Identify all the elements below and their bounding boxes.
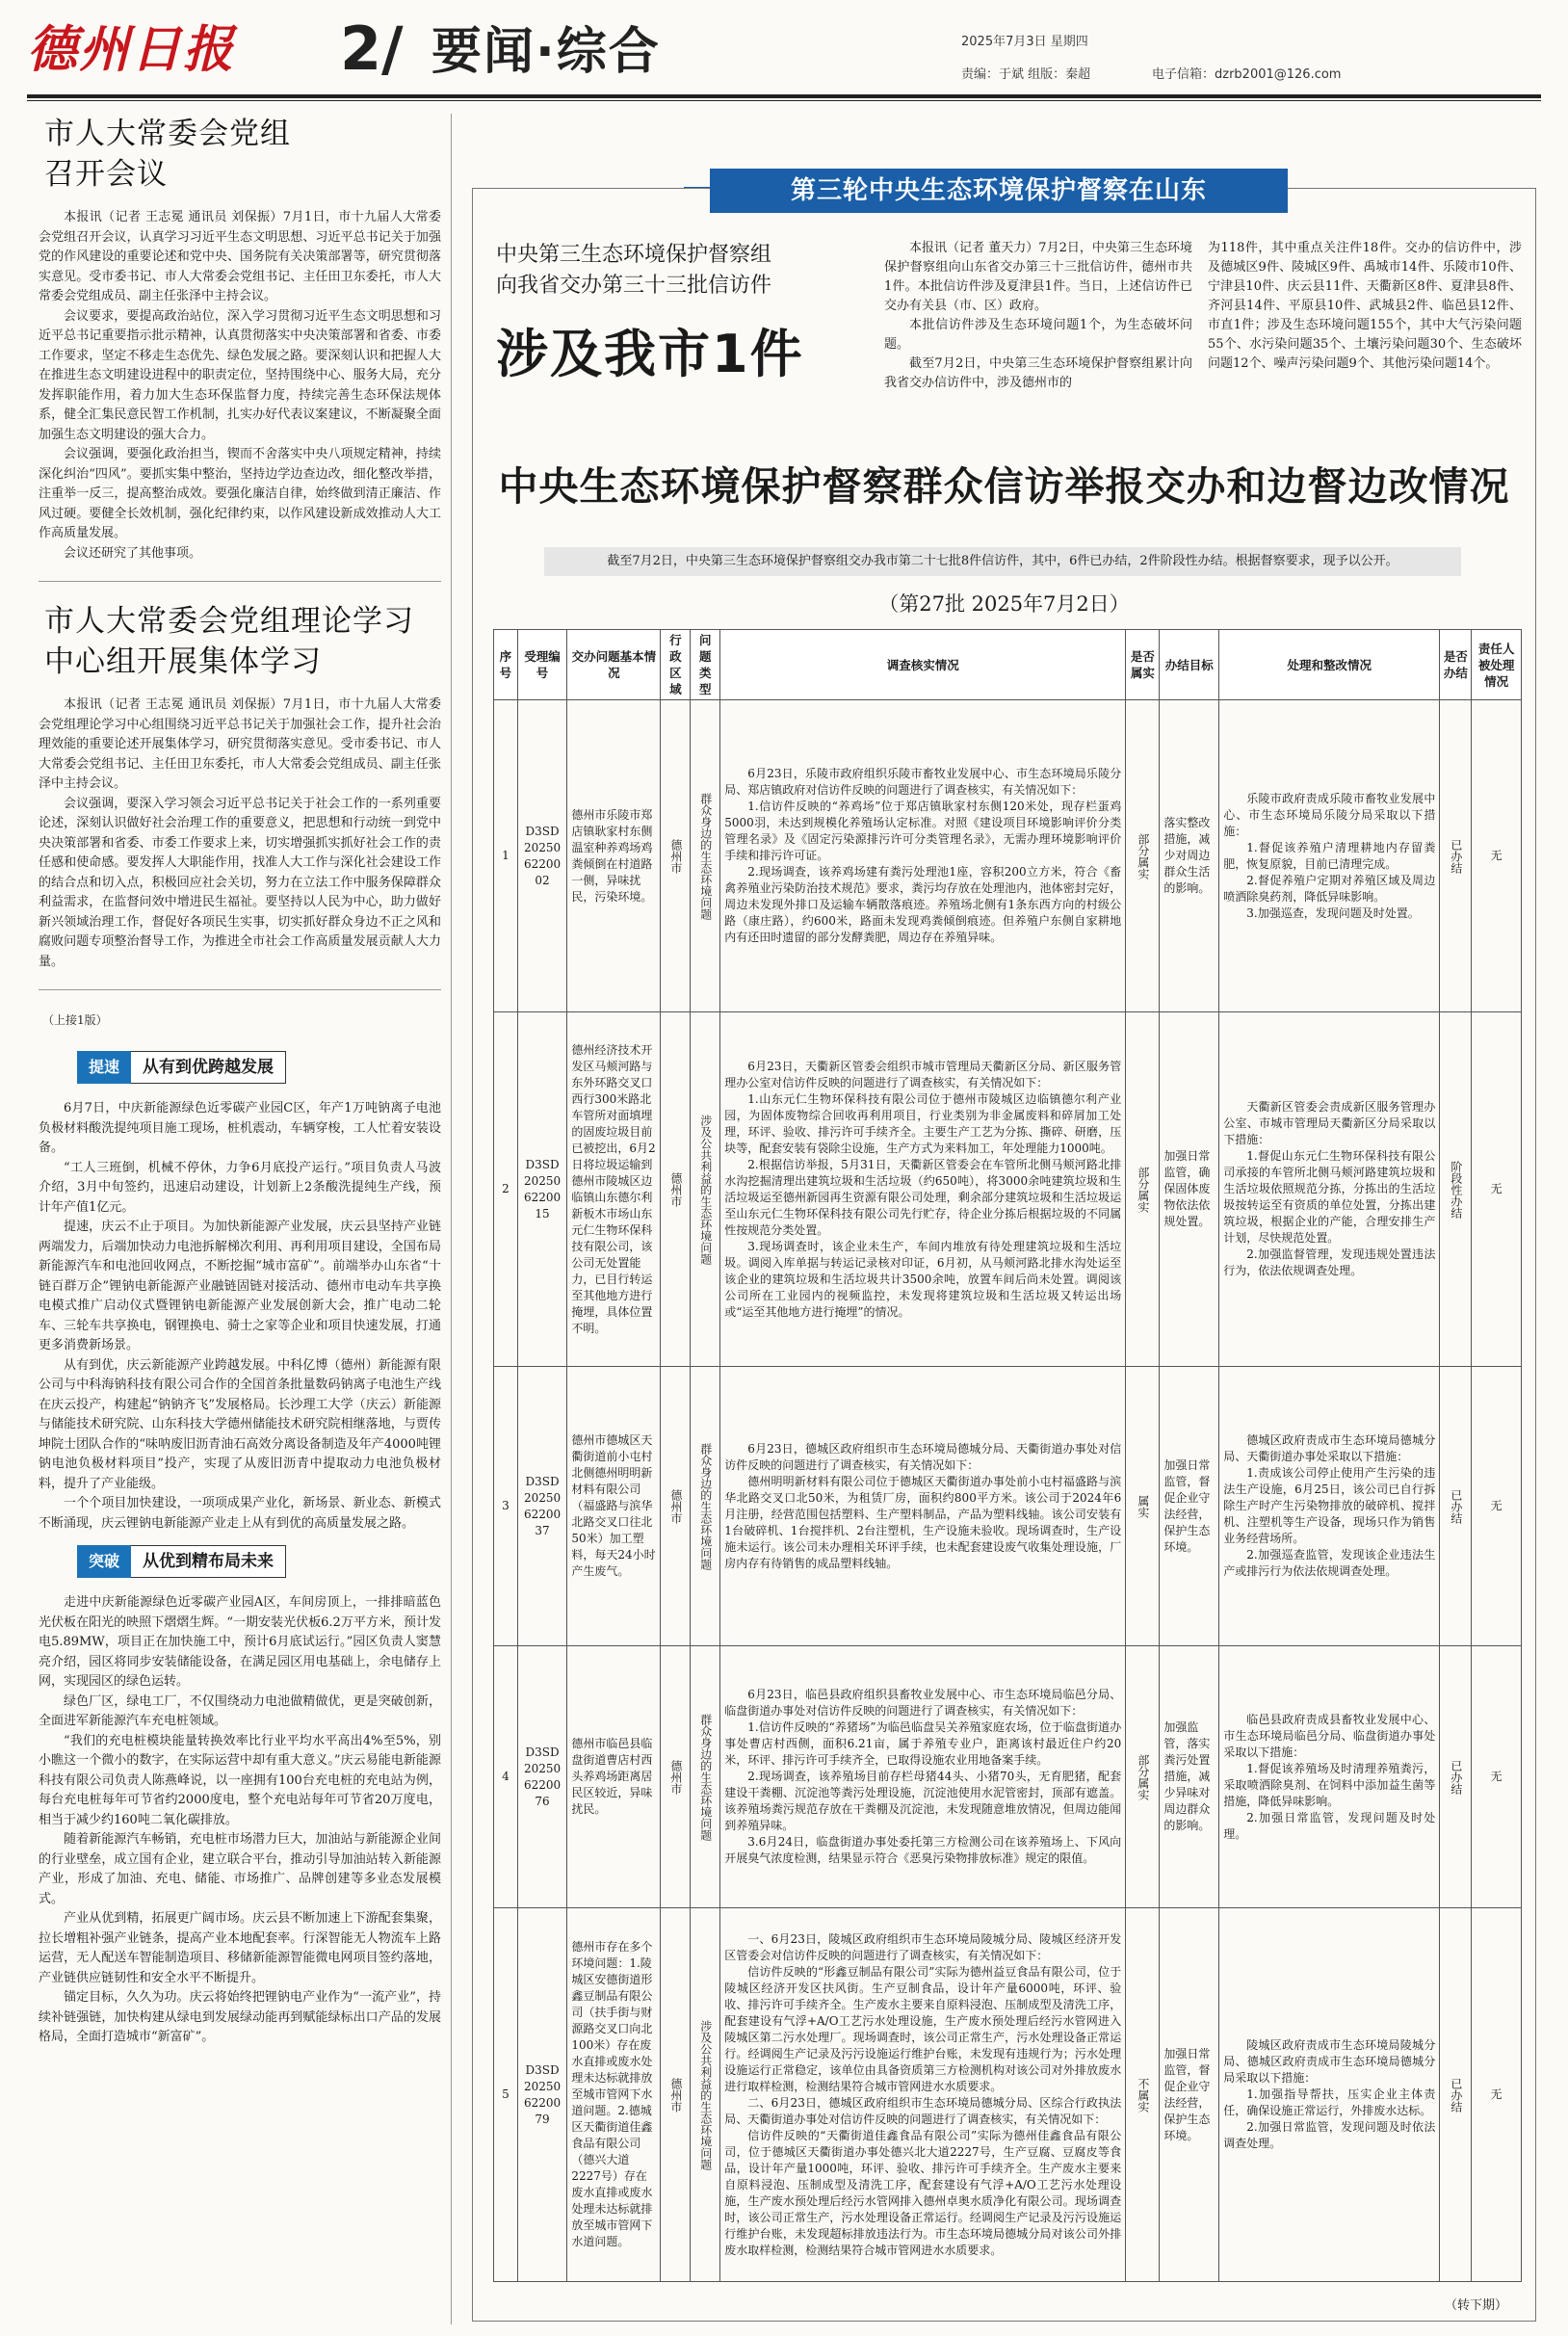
handling bbox=[1219, 1012, 1440, 1367]
continued-next-label: （转下期） bbox=[1445, 2298, 1508, 2313]
paragraph: 会议强调，要强化政治担当，锲而不舍落实中央八项规定精神，持续深化纠治“四风”。要抓实集中整治，坚持边学边查边改，细化整改举措，注重举一反三，提高整治成效。要强化廉洁自律，始终做到清正廉洁、作风过硬。要健全长效机制，强化纪律约束，以作风建设新成效推动人大工作高质量发展。 bbox=[39, 447, 441, 540]
region: 德州市 bbox=[661, 700, 691, 1012]
case-code: D3SD202506220037 bbox=[517, 1367, 567, 1646]
issue-summary: 德州市存在多个环境问题：1.陵城区安德街道形鑫豆制品有限公司（扶手街与财源路交叉口向北100米）存在废水直排或废水处理未达标就排放至城市管网下水道问题。2.德城区天衢街道佳鑫食品有限公司（德兴大道2227号）存在废水直排或废水处理未达标就排放至城市管网下水道问题。 bbox=[567, 1908, 661, 2282]
paragraph: 1.督促该养殖场及时清理养殖粪污，采取喷洒除臭剂、在饲料中添加益生菌等措施，降低异味影响。 bbox=[1223, 1761, 1436, 1808]
accountability: 无 bbox=[1472, 700, 1522, 1012]
table-row bbox=[494, 1367, 1522, 1646]
page-number: 2 bbox=[340, 13, 382, 84]
paragraph: “工人三班倒，机械不停休，力争6月底投产运行。”项目负责人马波介绍，3月中旬签约，迅速启动建设，计划新上2条酸洗提纯生产线，预计年产值1亿元。 bbox=[39, 1160, 441, 1215]
verified-status: 不属实 bbox=[1126, 1908, 1160, 2282]
region: 德州市 bbox=[661, 1012, 691, 1367]
issue-date: 2025年7月3日 星期四 bbox=[961, 35, 1088, 49]
col-header: 是否属实 bbox=[1126, 630, 1160, 700]
resolution-goal: 加强监管，落实粪污处置措施，减少异味对周边群众的影响。 bbox=[1160, 1646, 1219, 1908]
paragraph: 6月23日，德城区政府组织市生态环境局德城分局、天衢街道办事处对信访件反映的问题进行了调查核实，有关情况如下： bbox=[724, 1441, 1122, 1472]
case-code: D3SD202506220002 bbox=[517, 700, 567, 1012]
title-line: 召开会议 bbox=[44, 157, 168, 192]
verified-status: 部分属实 bbox=[1126, 1012, 1160, 1367]
paragraph: 1.山东元仁生物环保科技有限公司位于德州市陵城区边临镇德尔利产业园，为固体废物综合回收再利用项目，行业类别为非金属废料和碎屑加工处理，环评、验收、排污许可手续齐全。主要生产工艺为分拣、撕碎、研磨，压块等，配套安装有袋除尘设施，生产方式为来料加工，年处理能力1000吨。 bbox=[724, 1091, 1122, 1155]
paragraph: 2.根据信访举报，5月31日，天衢新区管委会在车管所北侧马颊河路北排水沟挖掘清理出建筑垃圾和生活垃圾（约650吨），将3000余吨建筑垃圾和生活垃圾运至德州新园再生资源有限公司处理，剩余部分建筑垃圾和生活垃圾运至山东元仁生物环保科技有限公司先行贮存，待企业分拣后根据垃圾的不同属性按规范分类处置。 bbox=[724, 1157, 1122, 1237]
report-intro: 截至7月2日，中央第三生态环境保护督察组交办我市第二十七批8件信访件，其中，6件已办结，2件阶段性办结。根据督察要求，现予以公开。 bbox=[544, 547, 1461, 576]
findings bbox=[720, 1012, 1126, 1367]
paragraph: “我们的充电桩模块能量转换效率比行业平均水平高出4%至5%，别小瞧这一个微小的数字，在实际运营中却有重大意义。”庆云易能电新能源科技有限公司负责人陈燕峰说，以一座拥有100台充电桩的充电站为例，每台充电桩每年可节省约2000度电，整个充电站每年可节省20万度电，相当于减少约160吨二氧化碳排放。 bbox=[39, 1733, 441, 1827]
verified-status: 部分属实 bbox=[1126, 1646, 1160, 1908]
table-header-row bbox=[494, 630, 1522, 700]
top-story-body bbox=[1208, 239, 1522, 374]
left-column bbox=[39, 114, 441, 2320]
case-code: D3SD202506220076 bbox=[517, 1646, 567, 1908]
divider bbox=[39, 989, 441, 990]
paragraph: 信访件反映的“天衢街道佳鑫食品有限公司”实际为德州佳鑫食品有限公司，位于德城区天衢街道办事处德兴北大道2227号，生产豆腐、豆腐皮等食品，设计年产量1000吨，环评、验收、排污许可手续齐全。生产废水主要来自原料浸泡、压制成型及清洗工序，配套建设有气浮+A/O工艺污水处理设施，生产废水预处理后经污水管网排入德州卓奥水质净化有限公司。现场调查时，该公司正常生产，污水处理设备正常运行。经调阅生产记录及污污设施运行维护台账，未发现超标排放违法行为。市生态环境局德城分局对该公司外排废水取样检测，检测结果符合城市管网进水水质要求。 bbox=[724, 2128, 1122, 2257]
issue-type: 涉及公共利益的生态环境问题 bbox=[691, 1908, 720, 2282]
paragraph: 产业从优到精，拓展更广阔市场。庆云县不断加速上下游配套集聚，拉长增粗补强产业链条，提高产业本地配套率。行深智能无人物流车上路运营，无人配送车智能制造项目、移储新能源智能微电网项目签约落地，产业链供应链韧性和安全水平不断提升。 bbox=[39, 1911, 441, 1985]
case-code: D3SD202506220079 bbox=[517, 1908, 567, 2282]
col-header: 处理和整改情况 bbox=[1219, 630, 1440, 700]
top-story-kicker: 中央第三生态环境保护督察组 bbox=[496, 243, 772, 267]
article-body bbox=[39, 1593, 441, 2048]
paragraph: 本报讯（记者 王志冕 通讯员 刘保振）7月1日，市十九届人大常委会党组理论学习中心组围绕习近平总书记关于加强社会工作，提升社会治理效能的重要论述开展集体学习，研究贯彻落实意见。受市委书记、市人大常委会党组书记、主任田卫东委托，市人大常委会党组成员、副主任张泽中主持会议。 bbox=[39, 697, 441, 791]
masthead bbox=[27, 13, 1541, 96]
paragraph: 1.责成该公司停止使用产生污染的违法生产设施，6月25日，该公司已自行拆除生产时产生污染物排放的破碎机、搅拌机、注塑机等生产设备，现场只作为销售业务经营场所。 bbox=[1223, 1466, 1436, 1545]
title-line: 市人大常委会党组理论学习 bbox=[44, 604, 414, 639]
paragraph: 会议要求，要提高政治站位，深入学习贯彻习近平生态文明思想和习近平总书记重要指示批示精神，认真贯彻落实中央决策部署和省委、市委工作要求，坚定不移走生态优先、绿色发展之路。要深刻认识和把握人大在推进生态文明建设进程中的职责定位，坚持围绕中心、服务大局，充分发挥职能作用，着力加大生态环保监督力度，持续完善生态环保法规体系，健全汇集民意民智工作机制，扎实办好代表议案建议，不断凝聚全面加强生态文明建设的强大合力。 bbox=[39, 308, 441, 442]
row-number: 5 bbox=[494, 1908, 518, 2282]
col-header: 行政区域 bbox=[661, 630, 691, 700]
article-body bbox=[39, 1099, 441, 1534]
resolution-goal: 加强日常监管，督促企业守法经营，保护生态环境。 bbox=[1160, 1367, 1219, 1646]
article-body bbox=[39, 696, 441, 972]
completion-status: 已办结 bbox=[1440, 1367, 1472, 1646]
paragraph: 2.督促养殖户定期对养殖区域及周边喷洒除臭药剂，降低异味影响。 bbox=[1223, 873, 1436, 904]
paragraph: 6月23日，天衢新区管委会组织市城市管理局天衢新区分局、新区服务管理办公室对信访件反映的问题进行了调查核实，有关情况如下： bbox=[724, 1059, 1122, 1089]
region: 德州市 bbox=[661, 1646, 691, 1908]
header-rule bbox=[27, 94, 1541, 98]
paragraph: 陵城区政府责成市生态环境局陵城分局、德城区政府责成市生态环境局德城分局采取以下措施： bbox=[1223, 2038, 1436, 2085]
contact-email: 电子信箱：dzrb2001@126.com bbox=[1152, 67, 1342, 82]
subhead-tag: 突破 bbox=[77, 1545, 131, 1578]
article-body bbox=[39, 208, 441, 564]
paragraph: 随着新能源汽车畅销，充电桩市场潜力巨大，加油站与新能源企业间的行业壁垒，成立国有企业，建立联合平台，推动引导加油站转入新能源产业，形成了加油、充电、储能、市场推广、品牌创建等多业态发展模式。 bbox=[39, 1832, 441, 1906]
completion-status: 阶段性办结 bbox=[1440, 1012, 1472, 1367]
article-continued bbox=[39, 1010, 441, 2048]
row-number: 3 bbox=[494, 1367, 518, 1646]
paragraph: 天衢新区管委会责成新区服务管理办公室、市城市管理局天衢新区分局采取以下措施： bbox=[1223, 1100, 1436, 1146]
col-header: 交办问题基本情况 bbox=[567, 630, 661, 700]
page-slash: / bbox=[381, 13, 404, 84]
paragraph: 2.现场调查，该养殖场目前存栏母猪44头、小猪70头，无育肥猪，配套建设干粪棚、沉淀池等粪污处理设施，沉淀池使用水泥管密封，顶部有遮盖。该养殖场粪污规范存放在干粪棚及沉淀池，未发现随意堆放情况，但周边能闻到养殖异味。 bbox=[724, 1770, 1122, 1832]
petition-table-grid bbox=[493, 629, 1522, 2282]
paragraph: 本批信访件涉及生态环境问题1个，为生态破坏问题。 bbox=[884, 318, 1192, 352]
col-header: 序号 bbox=[494, 630, 518, 700]
paragraph: 3.6月24日，临盘街道办事处委托第三方检测公司在该养殖场上、下风向开展臭气浓度检测，结果显示符合《恶臭污染物排放标准》规定的限值。 bbox=[724, 1835, 1122, 1865]
table-row bbox=[494, 1012, 1522, 1367]
row-number: 4 bbox=[494, 1646, 518, 1908]
accountability: 无 bbox=[1472, 1012, 1522, 1367]
section-banner: 第三轮中央生态环境保护督察在山东 bbox=[710, 169, 1288, 213]
paragraph: 1.督促该养殖户清理耕地内存留粪肥，恢复原貌，目前已清理完成。 bbox=[1223, 840, 1436, 871]
paragraph: 一个个项目加快建设，一项项成果产业化，新场景、新业态、新模式不断涌现，庆云锂钠电新能源产业走上从有到优的高质量发展之路。 bbox=[39, 1496, 441, 1531]
resolution-goal: 加强日常监管，确保固体废物依法依规处置。 bbox=[1160, 1012, 1219, 1367]
accountability: 无 bbox=[1472, 1908, 1522, 2282]
completion-status: 已办结 bbox=[1440, 1908, 1472, 2282]
col-header: 问题类型 bbox=[691, 630, 720, 700]
issue-summary: 德州市德城区天衢街道前小屯村北侧德州明明新材料有限公司（福盛路与滨华北路交叉口往北50米）加工塑料，每天24小时产生废气。 bbox=[567, 1367, 661, 1646]
row-number: 2 bbox=[494, 1012, 518, 1367]
paragraph: 本报讯（记者 王志冕 通讯员 刘保振）7月1日，市十九届人大常委会党组召开会议，认真学习习近平生态文明思想、习近平总书记关于加强党的作风建设的重要论述和党中央、国务院有关决策部署等，研究贯彻落实意见。受市委书记、市人大常委会党组书记、主任田卫东委托，市人大常委会党组成员、副主任张泽中主持会议。 bbox=[39, 210, 441, 303]
newspaper-logo: 德州日报 bbox=[27, 20, 236, 79]
subhead-speedup bbox=[77, 1051, 441, 1084]
top-story-body bbox=[884, 239, 1192, 393]
accountability: 无 bbox=[1472, 1646, 1522, 1908]
subhead-tag: 提速 bbox=[77, 1051, 131, 1084]
issue-summary: 德州经济技术开发区马颊河路与东外环路交叉口西行300米路北车管所对面填埋的固废垃圾目前已被挖出，6月2日将垃圾运输到德州市陵城区边临镇山东德尔利新板木市场山东元仁生物环保科技有限公司，该公司无处置能力，已目行转运至其他地方进行掩埋，具体位置不明。 bbox=[567, 1012, 661, 1367]
table-row bbox=[494, 1646, 1522, 1908]
paragraph: 6月23日，临邑县政府组织县畜牧业发展中心、市生态环境局临邑分局、临盘街道办事处对信访件反映的问题进行了调查核实，有关情况如下： bbox=[724, 1688, 1122, 1718]
paragraph: 6月23日，乐陵市政府组织乐陵市畜牧业发展中心、市生态环境局乐陵分局、郑店镇政府对信访件反映的问题进行了调查核实，有关情况如下： bbox=[724, 767, 1122, 797]
findings bbox=[720, 700, 1126, 1012]
resolution-goal: 加强日常监管，督促企业守法经营，保护生态环境。 bbox=[1160, 1908, 1219, 2282]
findings bbox=[720, 1367, 1126, 1646]
paragraph: 1.加强指导帮扶，压实企业主体责任，确保设施正常运行，外排废水达标。 bbox=[1223, 2087, 1436, 2117]
continued-label: （上接1版） bbox=[42, 1013, 108, 1027]
report-title: 中央生态环境保护督察群众信访举报交办和边督边改情况 bbox=[498, 463, 1510, 510]
editor-credit: 责编：于斌 组版：秦超 bbox=[961, 67, 1091, 82]
handling bbox=[1219, 1367, 1440, 1646]
paragraph: 会议还研究了其他事项。 bbox=[64, 545, 202, 561]
paragraph: 3.现场调查时，该企业未生产，车间内堆放有待处理建筑垃圾和生活垃圾。调阅入库单据与转运记录核对印证，6月初，从马颊河路北排水沟处运至该企业的建筑垃圾和生活垃圾共计3500余吨，放置车间后尚未处置。调阅该公司所在工业园内的视频监控，未发现将建筑垃圾和生活垃圾又转运出场或“运至其他地方进行掩埋”的情况。 bbox=[724, 1239, 1122, 1319]
paragraph: 2.加强日常监管，发现问题及时处理。 bbox=[1223, 1810, 1436, 1841]
region: 德州市 bbox=[661, 1367, 691, 1646]
paragraph: 德州明明新材料有限公司位于德城区天衢街道办事处前小屯村福盛路与滨华北路交叉口北50米，为租赁厂房，面积约800平方米。该公司于2024年6月注册，经营范围包括塑料、生产塑料制品，产品为塑料线轴。该公司安装有1台破碎机、1台搅拌机、2台注塑机，生产设施未验收。现场调查时，生产设施未运行。该公司未办理相关环评手续，也未配套建设废气收集处理设施，厂房内存有待销售的成品塑料线轴。 bbox=[724, 1474, 1122, 1570]
paragraph: 为118件，其中重点关注件18件。交办的信访件中，涉及德城区9件、陵城区9件、禹城市14件、乐陵市10件、宁津县10件、庆云县11件、天衢新区8件、夏津县8件、齐河县14件、平原县10件、武城县2件、临邑县12件、市直1件；涉及生态环境问题155个，其中大气污染问题55个、水污染问题35个、土壤污染问题30个、生态破坏问题12个、噪声污染问题9个、其他污染问题14个。 bbox=[1208, 241, 1522, 371]
paragraph: 2.加强日常监管，发现问题及时依法调查处理。 bbox=[1223, 2120, 1436, 2150]
case-code: D3SD202506220015 bbox=[517, 1012, 567, 1367]
findings bbox=[720, 1646, 1126, 1908]
col-header: 调查核实情况 bbox=[720, 630, 1126, 700]
issue-summary: 德州市临邑县临盘街道曹店村西头养鸡场距离居民区较近，异味扰民。 bbox=[567, 1646, 661, 1908]
subhead-text: 从优到精布局未来 bbox=[131, 1545, 286, 1578]
title-line: 市人大常委会党组 bbox=[44, 117, 291, 151]
paragraph: 3.加强巡查，发现问题及时处置。 bbox=[1246, 906, 1420, 920]
subhead-text: 从有到优跨越发展 bbox=[131, 1051, 286, 1084]
issue-type: 涉及公共利益的生态环境问题 bbox=[691, 1012, 720, 1367]
article-theory-study bbox=[39, 601, 441, 972]
paragraph: 2.加强监督管理，发现违规处置违法行为，依法依规调查处理。 bbox=[1223, 1247, 1436, 1277]
paragraph: 截至7月2日，中央第三生态环境保护督察组累计向我省交办信访件中，涉及德州市的 bbox=[884, 356, 1192, 390]
table-row bbox=[494, 1908, 1522, 2282]
paragraph: 信访件反映的“形鑫豆制品有限公司”实际为德州益豆食品有限公司，位于陵城区经济开发区扶风街。生产豆制食品，设计年产量6000吨，环评、验收、排污许可手续齐全。生产废水主要来自原料浸泡、压制成型及清洗工序，配套建设有气浮+A/O工艺污水处理设施，生产废水预处理后经污水管网进入陵城区第二污水处理厂。现场调查时，该公司正常生产，污水处理设备正常运行。经调阅生产记录及污污设施运行维护台账，未发现有违规行为；污水处理设施运行正常稳定，该单位由具备资质第三方检测机构对该公司对外排放废水进行取样检测，检测结果符合城市管网进水水质要求。 bbox=[724, 1964, 1122, 2093]
col-header: 责任人被处理情况 bbox=[1472, 630, 1522, 700]
paragraph: 2.加强巡查监管，发现该企业违法生产或排污行为依法依规调查处理。 bbox=[1223, 1548, 1436, 1578]
title-line: 中心组开展集体学习 bbox=[44, 644, 322, 679]
paragraph: 临邑县政府责成县畜牧业发展中心、市生态环境局临邑分局、临盘街道办事处采取以下措施： bbox=[1223, 1712, 1436, 1759]
issue-summary: 德州市乐陵市郑店镇耿家村东侧温室种养鸡场鸡粪倾倒在村道路一侧，异味扰民，污染环境。 bbox=[567, 700, 661, 1012]
handling bbox=[1219, 1908, 1440, 2282]
region: 德州市 bbox=[661, 1908, 691, 2282]
banner-ornament bbox=[684, 187, 710, 197]
findings bbox=[720, 1908, 1126, 2282]
subhead-breakthrough bbox=[77, 1545, 441, 1578]
paragraph: 本报讯（记者 董天力）7月2日，中央第三生态环境保护督察组向山东省交办第三十三批信访件，德州市共1件。本批信访件涉及夏津县1件。当日，上述信访件已交办有关县（市、区）政府。 bbox=[884, 241, 1192, 313]
verified-status: 属实 bbox=[1126, 1367, 1160, 1646]
article-title bbox=[44, 601, 441, 682]
paragraph: 绿色厂区，绿电工厂，不仅围绕动力电池做精做优，更是突破创新，全面进军新能源汽车充电桩领域。 bbox=[39, 1693, 441, 1728]
section-name: 要闻·综合 bbox=[431, 23, 661, 81]
column-divider bbox=[451, 114, 452, 2324]
article-party-meeting bbox=[39, 114, 441, 564]
paragraph: 6月7日，中庆新能源绿色近零碳产业园C区，年产1万吨钠离子电池负极材料酸洗提纯项目施工现场，桩机震动，车辆穿梭，工人忙着安装设备。 bbox=[39, 1101, 441, 1155]
paragraph: 2.现场调查，该养鸡场建有粪污处理池1座，容积200立方米，符合《畜禽养殖业污染防治技术规范》要求，粪污均存放在处理池内，池体密封完好，周边未发现外排口及运输车辆散落痕迹。养殖场北侧有1条东西方向的村级公路（康庄路），约600米，路面未发现鸡粪倾倒痕迹。但养殖户东侧自家耕地内有还田时遗留的部分发酵粪肥，周边存在养殖异味。 bbox=[724, 865, 1122, 944]
paragraph: 会议强调，要深入学习领会习近平总书记关于社会工作的一系列重要论述，深刻认识做好社会治理工作的重要意义，把思想和行动统一到党中央决策部署和省委、市委工作要求上来，切实增强抓实抓好社会工作的责任感和使命感。要发挥人大职能作用，找准人大工作与深化社会建设工作的结合点和切入点，积极回应社会关切，努力在立法工作中服务保障群众利益需求，在监督问效中增进民生福祉。要坚持以人民为中心，助力做好新兴领域治理工作，督促好各项民生实事，切实抓好群众身边不正之风和腐败问题专项整治督导工作，为推进全市社会工作高质量发展贡献人大力量。 bbox=[39, 796, 441, 969]
paragraph: 提速，庆云不止于项目。为加快新能源产业发展，庆云县坚持产业链两端发力，后端加快动力电池拆解梯次利用、再利用项目建设，全国布局新能源汽车和电池回收网点，不断挖掘“城市富矿”。前端举办山东省“十链百群万企”锂钠电新能源产业融链固链对接活动、德州市电动车共享换电模式推广启动仪式暨锂钠电新能源产业发展创新大会，推广电动二轮车、三轮车共享换电，钢锂换电、骑士之家等企业和项目快速发展，打通更多消费新场景。 bbox=[39, 1220, 441, 1352]
issue-type: 群众身边的生态环境问题 bbox=[691, 1646, 720, 1908]
accountability: 无 bbox=[1472, 1367, 1522, 1646]
verified-status: 部分属实 bbox=[1126, 700, 1160, 1012]
col-header: 受理编号 bbox=[517, 630, 567, 700]
paragraph: 1.督促山东元仁生物环保科技有限公司承接的车管所北侧马颊河路建筑垃圾和生活垃圾依照规范分拣，分拣出的生活垃圾按转运至有资质的单位处置，分拣出建筑垃圾，根据企业的产能，合理安排生产计划，尽快规范处置。 bbox=[1223, 1149, 1436, 1245]
completion-status: 已办结 bbox=[1440, 700, 1472, 1012]
divider bbox=[39, 581, 441, 582]
col-header: 办结目标 bbox=[1160, 630, 1219, 700]
paragraph: 二、6月23日，德城区政府组织市生态环境局德城分局、区综合行政执法局、天衢街道办事处对信访件反映的问题进行了调查核实，有关情况如下： bbox=[724, 2095, 1122, 2126]
issue-type: 群众身边的生态环境问题 bbox=[691, 1367, 720, 1646]
paragraph: 乐陵市政府责成乐陵市畜牧业发展中心、市生态环境局乐陵分局采取以下措施： bbox=[1223, 791, 1436, 838]
table-row bbox=[494, 700, 1522, 1012]
issue-type: 群众身边的生态环境问题 bbox=[691, 700, 720, 1012]
petition-table bbox=[493, 629, 1522, 2282]
paragraph: 德城区政府责成市生态环境局德城分局、天衢街道办事处采取以下措施： bbox=[1223, 1433, 1436, 1463]
handling bbox=[1219, 700, 1440, 1012]
paragraph: 从有到优，庆云新能源产业跨越发展。中科亿博（德州）新能源有限公司与中科海钠科技有限公司合作的全国首条批量数码钠离子电池生产线在庆云投产，构建起“钠钠齐飞”发展格局。长沙理工大学（庆云）新能源与储能技术研究院、山东科技大学德州储能技术研究院相继落地，与贾传坤院士团队合作的“味呐废旧沥青油石高效分离设备制造及年产4000吨锂钠电池负极材料项目”投产，实现了从废旧沥青中提取动力电池负极材料，提升了产业能级。 bbox=[39, 1357, 441, 1491]
paragraph: 1.信访件反映的“养鸡场”位于郑店镇耿家村东侧120米处，现存栏蛋鸡5000羽，未达到规模化养殖场认定标准。对照《建设项目环境影响评价分类管理名录》及《固定污染源排污许可分类管理名录》，无需办理环境影响评价手续和排污许可证。 bbox=[724, 800, 1122, 862]
paragraph: 锚定目标，久久为功。庆云将始终把锂钠电产业作为“一流产业”，持续补链强链，加快构建从绿电到发展绿动能再到赋能绿标出口产品的发展格局，全面打造城市“新富矿”。 bbox=[39, 1990, 441, 2044]
resolution-goal: 落实整改措施，减少对周边群众生活的影响。 bbox=[1160, 700, 1219, 1012]
batch-label: （第27批 2025年7月2日） bbox=[878, 592, 1130, 616]
paragraph: 1.信访件反映的“养猪场”为临邑临盘吴关养殖家庭农场，位于临盘街道办事处曹店村西侧，面积6.21亩，属于养殖专业户，距离该村最近住户约20米，环评、排污许可手续齐全，已取得设施农业用地备案手续。 bbox=[724, 1720, 1122, 1767]
completion-status: 已办结 bbox=[1440, 1646, 1472, 1908]
handling bbox=[1219, 1646, 1440, 1908]
top-story-headline: 涉及我市1件 bbox=[496, 324, 804, 384]
top-story-kicker: 向我省交办第三十三批信访件 bbox=[496, 274, 772, 298]
col-header: 是否办结 bbox=[1440, 630, 1472, 700]
row-number: 1 bbox=[494, 700, 518, 1012]
article-title bbox=[44, 114, 441, 195]
paragraph: 一、6月23日，陵城区政府组织市生态环境局陵城分局、陵城区经济开发区管委会对信访件反映的问题进行了调查核实，有关情况如下： bbox=[724, 1931, 1122, 1962]
header-rule-thin bbox=[27, 100, 1541, 101]
paragraph: 走进中庆新能源绿色近零碳产业园A区，车间房顶上，一排排暗蓝色光伏板在阳光的映照下熠熠生辉。“一期安装光伏板6.2万平方米，预计发电5.89MW，项目正在加快施工中，预计6月底试运行。”园区负责人窦慧亮介绍，园区将同步安装储能设备，在满足园区用电基础上，余电储存上网，实现园区的绿色运转。 bbox=[39, 1595, 441, 1689]
